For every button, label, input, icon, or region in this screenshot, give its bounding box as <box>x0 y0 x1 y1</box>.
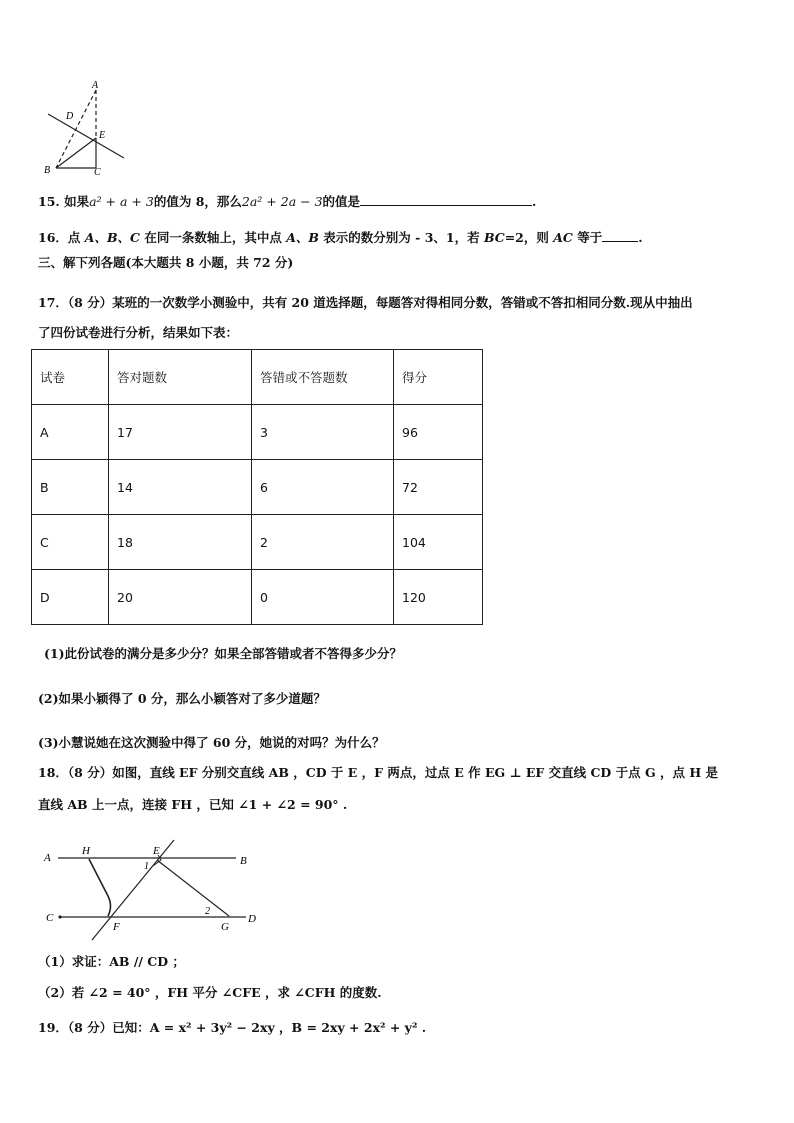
q16-text-a: 16．点 <box>38 230 85 245</box>
table-cell: 17 <box>109 405 252 460</box>
q15-end: . <box>532 194 537 209</box>
label-F: F <box>113 921 120 933</box>
table-header-cell: 答对题数 <box>109 350 252 405</box>
label-A: A <box>44 852 51 864</box>
q18-line-2: 直线 AB 上一点，连接 FH ，已知 ∠1 + ∠2 = 90° . <box>38 797 348 812</box>
q16-text-e: 等于 <box>572 230 603 245</box>
q16-text-c: 表示的数分别为 - 3、1，若 <box>318 230 484 245</box>
label-B: B <box>240 855 247 867</box>
q15-post: 的值是 <box>322 194 361 209</box>
table-row <box>32 460 483 515</box>
q17-subquestion-3: (3)小慧说她在这次测验中得了 60 分，她说的对吗？为什么？ <box>38 735 385 750</box>
q18-line-1: 18．（8 分）如图，直线 EF 分别交直线 AB ，CD 于 E ，F 两点，过点 E 作 EG ⊥ EF 交直线 CD 于点 G ，点 H 是 <box>38 765 718 780</box>
table-row <box>32 405 483 460</box>
table-row <box>32 515 483 570</box>
table-cell: 104 <box>394 515 483 570</box>
q16-answer-blank[interactable] <box>602 229 638 242</box>
label-A: A <box>92 80 99 91</box>
table-header-cell: 试卷 <box>32 350 109 405</box>
table-cell: 18 <box>109 515 252 570</box>
q15-answer-blank[interactable] <box>360 193 532 206</box>
q16-ac: AC <box>553 230 573 245</box>
label-H: H <box>82 845 90 857</box>
angle-2-label: 2 <box>205 906 210 917</box>
q17-subquestion-2: (2)如果小颖得了 0 分，那么小颖答对了多少道题？ <box>38 691 326 706</box>
q15-pre: 如果 <box>64 194 90 209</box>
table-cell: B <box>32 460 109 515</box>
q18-figure <box>40 836 270 948</box>
q16-points-ab: A、B <box>286 230 319 245</box>
scores-table <box>31 349 483 625</box>
q16-bc: BC <box>483 230 505 245</box>
q17-subquestion-1: (1)此份试卷的满分是多少分？如果全部答错或者不答得多少分？ <box>44 646 403 661</box>
q16-end: . <box>638 230 643 245</box>
table-cell: 72 <box>394 460 483 515</box>
table-cell: 120 <box>394 570 483 625</box>
q15-expression-1: a² + a + 3 <box>89 194 154 209</box>
label-E: E <box>153 845 160 857</box>
q16-text-d: =2，则 <box>504 230 554 245</box>
q15-number: 15. <box>38 194 60 209</box>
table-cell: A <box>32 405 109 460</box>
table-header-cell: 得分 <box>394 350 483 405</box>
table-cell: 14 <box>109 460 252 515</box>
q18-subquestion-2: （2）若 ∠2 = 40° ，FH 平分 ∠CFE ，求 ∠CFH 的度数. <box>38 985 382 1000</box>
table-cell: 6 <box>252 460 394 515</box>
table-cell: 0 <box>252 570 394 625</box>
label-C: C <box>46 912 54 924</box>
angle-1-label: 1 <box>144 861 149 872</box>
table-cell: 96 <box>394 405 483 460</box>
parallel-lines-diagram <box>40 836 270 948</box>
label-C: C <box>94 167 101 178</box>
q18-subquestion-1: （1）求证：AB // CD ； <box>38 954 185 969</box>
table-cell: 2 <box>252 515 394 570</box>
question-15 <box>38 193 536 211</box>
q17-line-2: 了四份试卷进行分析，结果如下表： <box>38 325 239 340</box>
q15-expression-2: 2a² + 2a − 3 <box>241 194 323 209</box>
q17-line-1: 17．（8 分）某班的一次数学小测验中，共有 20 道选择题，每题答对得相同分数，答错或不答扣相同分数.现从中抽出 <box>38 295 693 310</box>
table-cell: D <box>32 570 109 625</box>
label-D: D <box>248 913 256 925</box>
label-D: D <box>66 111 74 122</box>
q14-figure <box>38 78 138 178</box>
table-header-cell: 答错或不答题数 <box>252 350 394 405</box>
label-G: G <box>221 921 229 933</box>
label-E: E <box>99 130 106 141</box>
question-19: 19．（8 分）已知：A = x² + 3y² − 2xy ，B = 2xy + 2x² + y² . <box>38 1020 427 1035</box>
q15-mid: 的值为 8，那么 <box>153 194 242 209</box>
table-cell: C <box>32 515 109 570</box>
table-header-row <box>32 350 483 405</box>
table-cell: 3 <box>252 405 394 460</box>
triangle-diagram <box>38 78 138 178</box>
table-cell: 20 <box>109 570 252 625</box>
question-16 <box>38 229 643 247</box>
table-row <box>32 570 483 625</box>
section-3-heading: 三、解下列各题(本大题共 8 小题，共 72 分) <box>38 255 294 270</box>
label-B: B <box>44 165 51 176</box>
q16-points: A、B、C <box>84 230 140 245</box>
q16-text-b: 在同一条数轴上，其中点 <box>139 230 287 245</box>
